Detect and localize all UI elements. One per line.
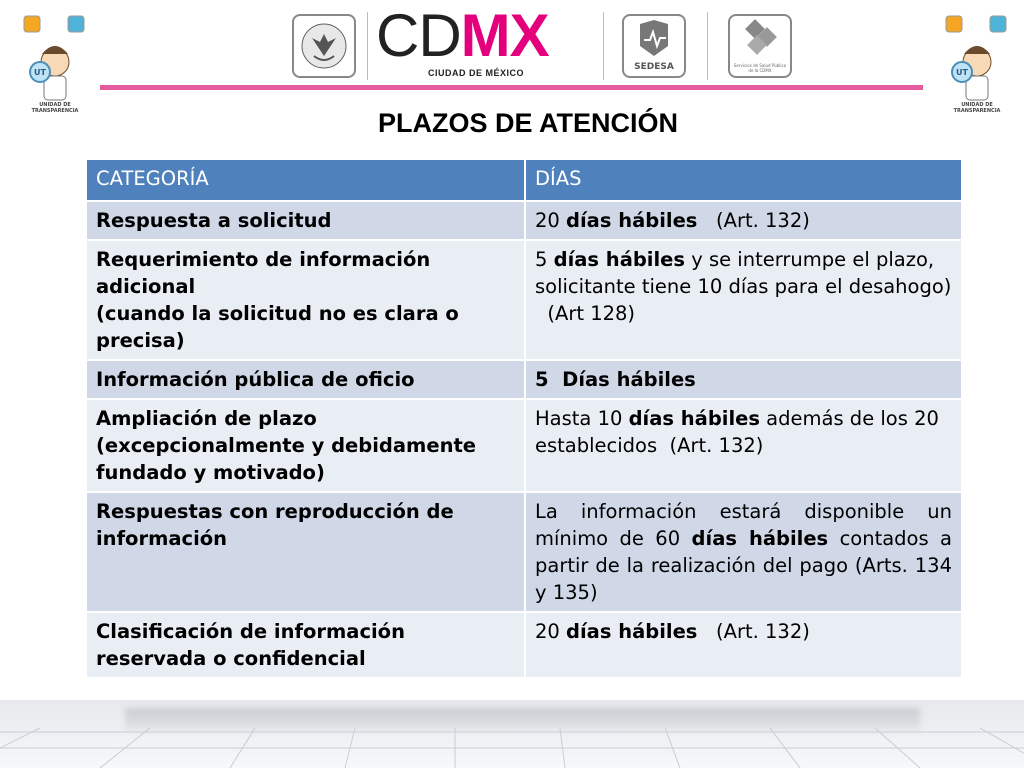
category-cell <box>86 240 525 360</box>
table-body <box>86 201 962 678</box>
sedesa-label: SEDESA <box>634 62 674 72</box>
category-cell <box>86 612 525 678</box>
days-text <box>535 405 952 459</box>
divider <box>707 12 708 80</box>
days-text-bold: días hábiles <box>628 407 760 430</box>
days-text-plain: y se interrumpe el plazo, solicitante tiene 10 días para el desahogo) <box>535 248 952 298</box>
days-text-bold: 5 Días hábiles <box>535 368 696 391</box>
category-cell <box>86 492 525 612</box>
days-cell <box>525 201 962 240</box>
category-text: Clasificación de información reservada o confidencial <box>96 620 405 670</box>
days-text-plain: contados a partir de la realización del pago (Arts. 134 y 135) <box>535 527 959 604</box>
days-text-plain: 20 <box>535 620 567 643</box>
header-category: CATEGORÍA <box>86 159 525 201</box>
table-row <box>86 492 962 612</box>
days-cell <box>525 399 962 492</box>
category-text: Respuestas con reproducción de información <box>96 500 454 550</box>
page-title: PLAZOS DE ATENCIÓN <box>377 108 678 138</box>
transparency-logo-right <box>942 10 1012 114</box>
detective-mascot-icon <box>20 10 90 106</box>
sedesa-emblem-icon <box>624 16 684 60</box>
cdmx-logo <box>376 4 586 76</box>
category-text: (cuando la solicitud no es clara o precisa) <box>96 302 459 352</box>
days-text-plain: La información estará disponible un mínimo de 60 <box>535 500 959 550</box>
days-text-bold: días hábiles <box>566 620 698 643</box>
cdmx-logo-mx: MX <box>460 2 549 69</box>
days-text-bold: días hábiles <box>566 209 698 232</box>
days-text-plain: (Art. 132) <box>697 620 810 643</box>
days-text <box>535 300 952 327</box>
category-cell <box>86 360 525 399</box>
transparency-unit-label: UNIDAD DE TRANSPARENCIA <box>31 102 79 114</box>
category-text: Respuesta a solicitud <box>96 209 332 232</box>
days-cell <box>525 240 962 360</box>
days-text <box>535 207 952 234</box>
cdmx-subtitle: CIUDAD DE MÉXICO <box>428 68 525 78</box>
days-text <box>535 618 952 645</box>
days-text <box>535 366 952 393</box>
category-cell <box>86 201 525 240</box>
header-accent-bar <box>100 85 923 90</box>
table-row <box>86 360 962 399</box>
servicios-salud-emblem-icon <box>730 16 790 60</box>
svg-text:UT: UT <box>34 68 46 77</box>
days-cell <box>525 360 962 399</box>
days-text-plain: además de los 20 establecidos (Art. 132) <box>535 407 946 457</box>
transparency-unit-label: UNIDAD DE TRANSPARENCIA <box>953 102 1001 114</box>
table-header-row <box>86 159 962 201</box>
days-text-plain: (Art. 132) <box>697 209 810 232</box>
category-text: Ampliación de plazo <box>96 407 317 430</box>
table-row <box>86 240 962 360</box>
servicios-salud-logo <box>728 14 792 78</box>
eagle-emblem-icon <box>294 16 354 76</box>
divider <box>367 12 368 80</box>
table-row <box>86 612 962 678</box>
days-text <box>535 246 952 300</box>
divider <box>603 12 604 80</box>
servicios-label: Servicios de Salud Pública de la CDMX <box>733 63 787 73</box>
days-text-plain: (Art 128) <box>535 302 636 325</box>
sedesa-logo <box>622 14 686 78</box>
header <box>0 0 1024 120</box>
category-text: (excepcionalmente y debidamente fundado y motivado) <box>96 434 477 484</box>
coat-of-arms-logo <box>292 14 356 78</box>
deadlines-table <box>85 158 963 679</box>
days-text-bold: días hábiles <box>553 248 686 271</box>
floor-background <box>0 700 1024 768</box>
category-cell <box>86 399 525 492</box>
floor-tiles-icon <box>0 728 1024 768</box>
table-row <box>86 399 962 492</box>
days-text-bold: días hábiles <box>691 527 829 550</box>
days-cell <box>525 612 962 678</box>
cdmx-logo-cd: CD <box>376 2 461 69</box>
floor-shadow <box>125 708 920 730</box>
days-text <box>535 498 959 606</box>
days-text-plain: 5 <box>535 248 554 271</box>
days-text-plain: 20 <box>535 209 567 232</box>
table-row <box>86 201 962 240</box>
transparency-logo-left <box>20 10 90 114</box>
days-text-plain: Hasta 10 <box>535 407 629 430</box>
category-text: Información pública de oficio <box>96 368 415 391</box>
category-text: Requerimiento de información adicional <box>96 248 431 298</box>
svg-text:UT: UT <box>956 68 968 77</box>
header-days: DÍAS <box>525 159 962 201</box>
days-cell <box>525 492 962 612</box>
detective-mascot-icon <box>942 10 1012 106</box>
